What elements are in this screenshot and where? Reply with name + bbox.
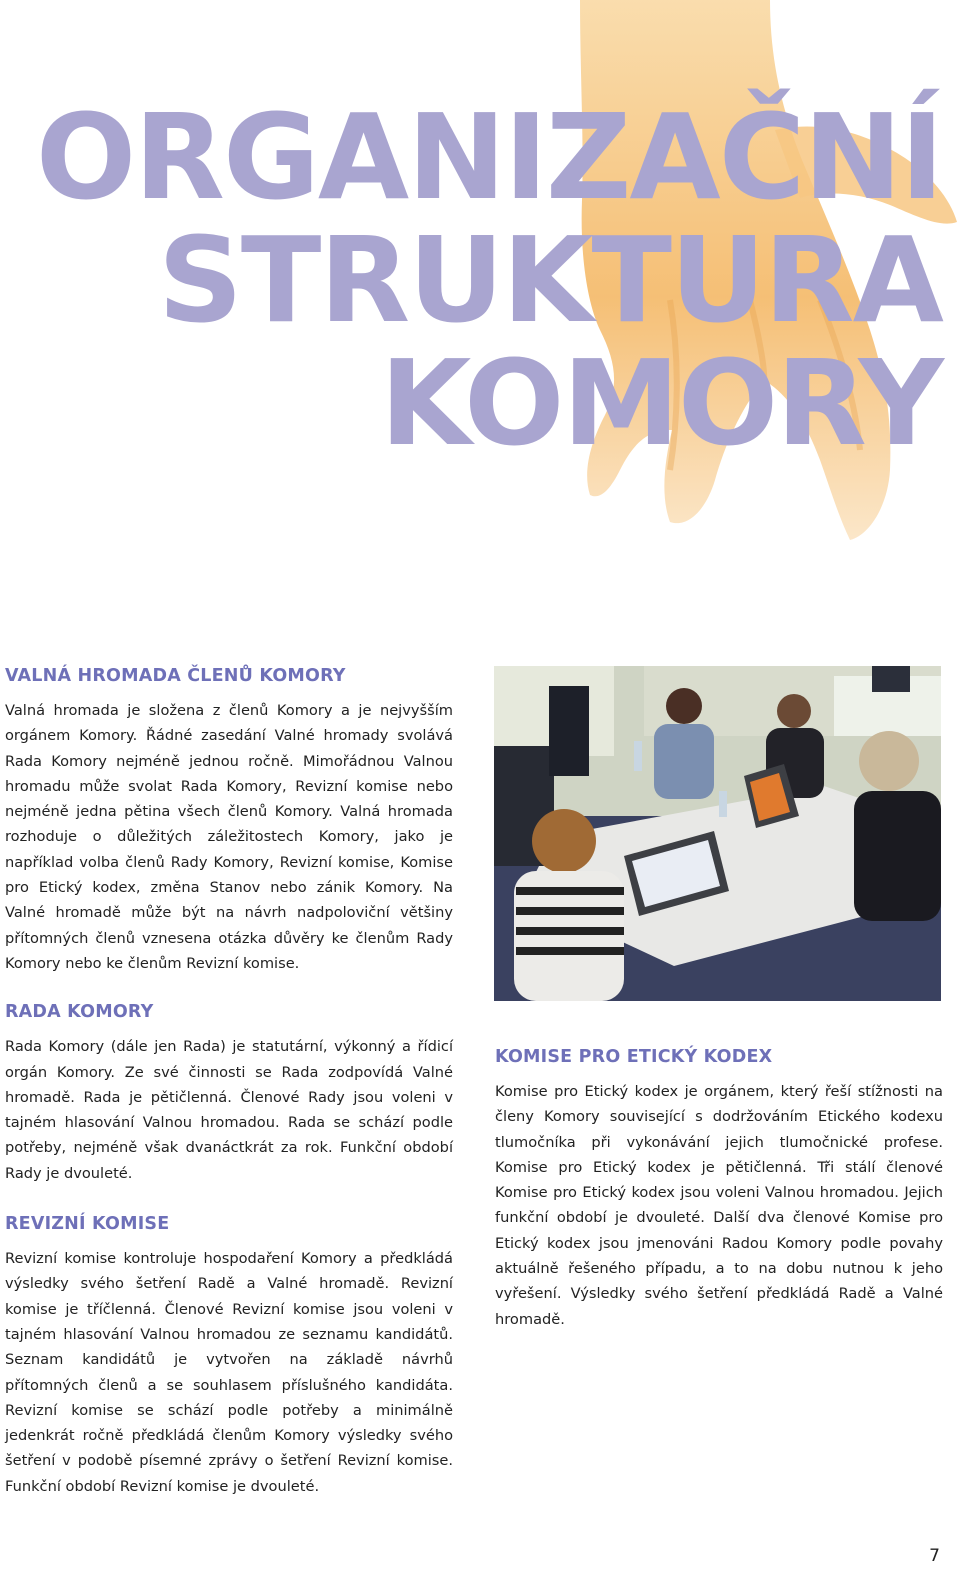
section-text: Rada Komory (dále jen Rada) je statutární, výkonný a řídicí orgán Komory. Ze své činnosti se Rada zodpovídá Valné hromadě. Rada je pětičlenná. Členové Rady jsou voleni v tajném hlasování Valnou hromadou. Rada se schází podle potřeby, nejméně však dvanáctkrát za rok. Funkční období Rady je dvouleté. xyxy=(5,1038,453,1182)
section-revizni-komise xyxy=(5,1210,453,1499)
section-heading: REVIZNÍ KOMISE xyxy=(5,1214,170,1235)
section-heading: VALNÁ HROMADA ČLENŮ KOMORY xyxy=(5,666,346,686)
title-line-1: ORGANIZAČNÍ xyxy=(35,88,942,226)
spacer xyxy=(5,1186,453,1210)
meeting-photo-graphic xyxy=(494,666,941,1001)
right-column xyxy=(495,1043,943,1332)
section-text: Komise pro Etický kodex je orgánem, který řeší stížnosti na členy Komory související s dodržováním Etického kodexu tlumočníka při vykonávání jejich tlumočnické profese. Komise pro Etický kodex je pětičlenná. Tři stálí členové Komise pro Etický kodex jsou voleni Valnou hromadou. Jejich funkční období je dvouleté. Další dva členové Komise pro Etický kodex jsou jmenováni Radou Komory podle povahy aktuálně řešeného případu, a to na dobu nutnou k jeho vyřešení. Výsledky svého šetření předkládá Radě a Valné hromadě. xyxy=(495,1083,943,1328)
title-line-2: STRUKTURA xyxy=(157,211,942,349)
section-text: Valná hromada je složena z členů Komory a je nejvyšším orgánem Komory. Řádné zasedání Valné hromady svolává Rada Komory nejméně jednou ročně. Mimořádnou Valnou hromadu může svolat Rada Komory, Revizní komise nebo nejméně jedna pětina všech členů Komory. Valná hromada rozhoduje o důležitých záležitostech Komory, jako je například volba členů Rady Komory, Revizní komise, Komise pro Etický kodex, změna Stanov nebo zánik Komory. Na Valné hromadě může být na návrh nadpoloviční většiny přítomných členů vznesena otázka důvěry ke členům Rady Komory nebo ke členům Revizní komise. xyxy=(5,702,453,972)
page-title xyxy=(35,88,942,472)
section-heading: RADA KOMORY xyxy=(5,1002,154,1023)
section-eticky-kodex xyxy=(495,1043,943,1332)
section-heading: KOMISE PRO ETICKÝ KODEX xyxy=(495,1047,773,1067)
page-number: 7 xyxy=(929,1546,940,1566)
section-rada-komory xyxy=(5,998,453,1186)
section-valna-hromada xyxy=(5,662,453,976)
meeting-photo xyxy=(494,666,941,1001)
section-text: Revizní komise kontroluje hospodaření Komory a předkládá výsledky svého šetření Radě a Valné hromadě. Revizní komise je tříčlenná. Členové Revizní komise jsou voleni v tajném hlasování Valnou hromadou ze seznamu kandidátů. Seznam kandidátů je vytvořen na základě návrhů přítomných členů a se souhlasem příslušného kandidáta. Revizní komise se schází podle potřeby a minimálně jedenkrát ročně předkládá členům Komory výsledky svého šetření v podobě písemné zprávy o šetření Revizní komise. Funkční období Revizní komise je dvouleté. xyxy=(5,1250,453,1495)
spacer xyxy=(5,976,453,998)
title-line-3: KOMORY xyxy=(379,334,942,472)
left-column xyxy=(5,662,453,1499)
